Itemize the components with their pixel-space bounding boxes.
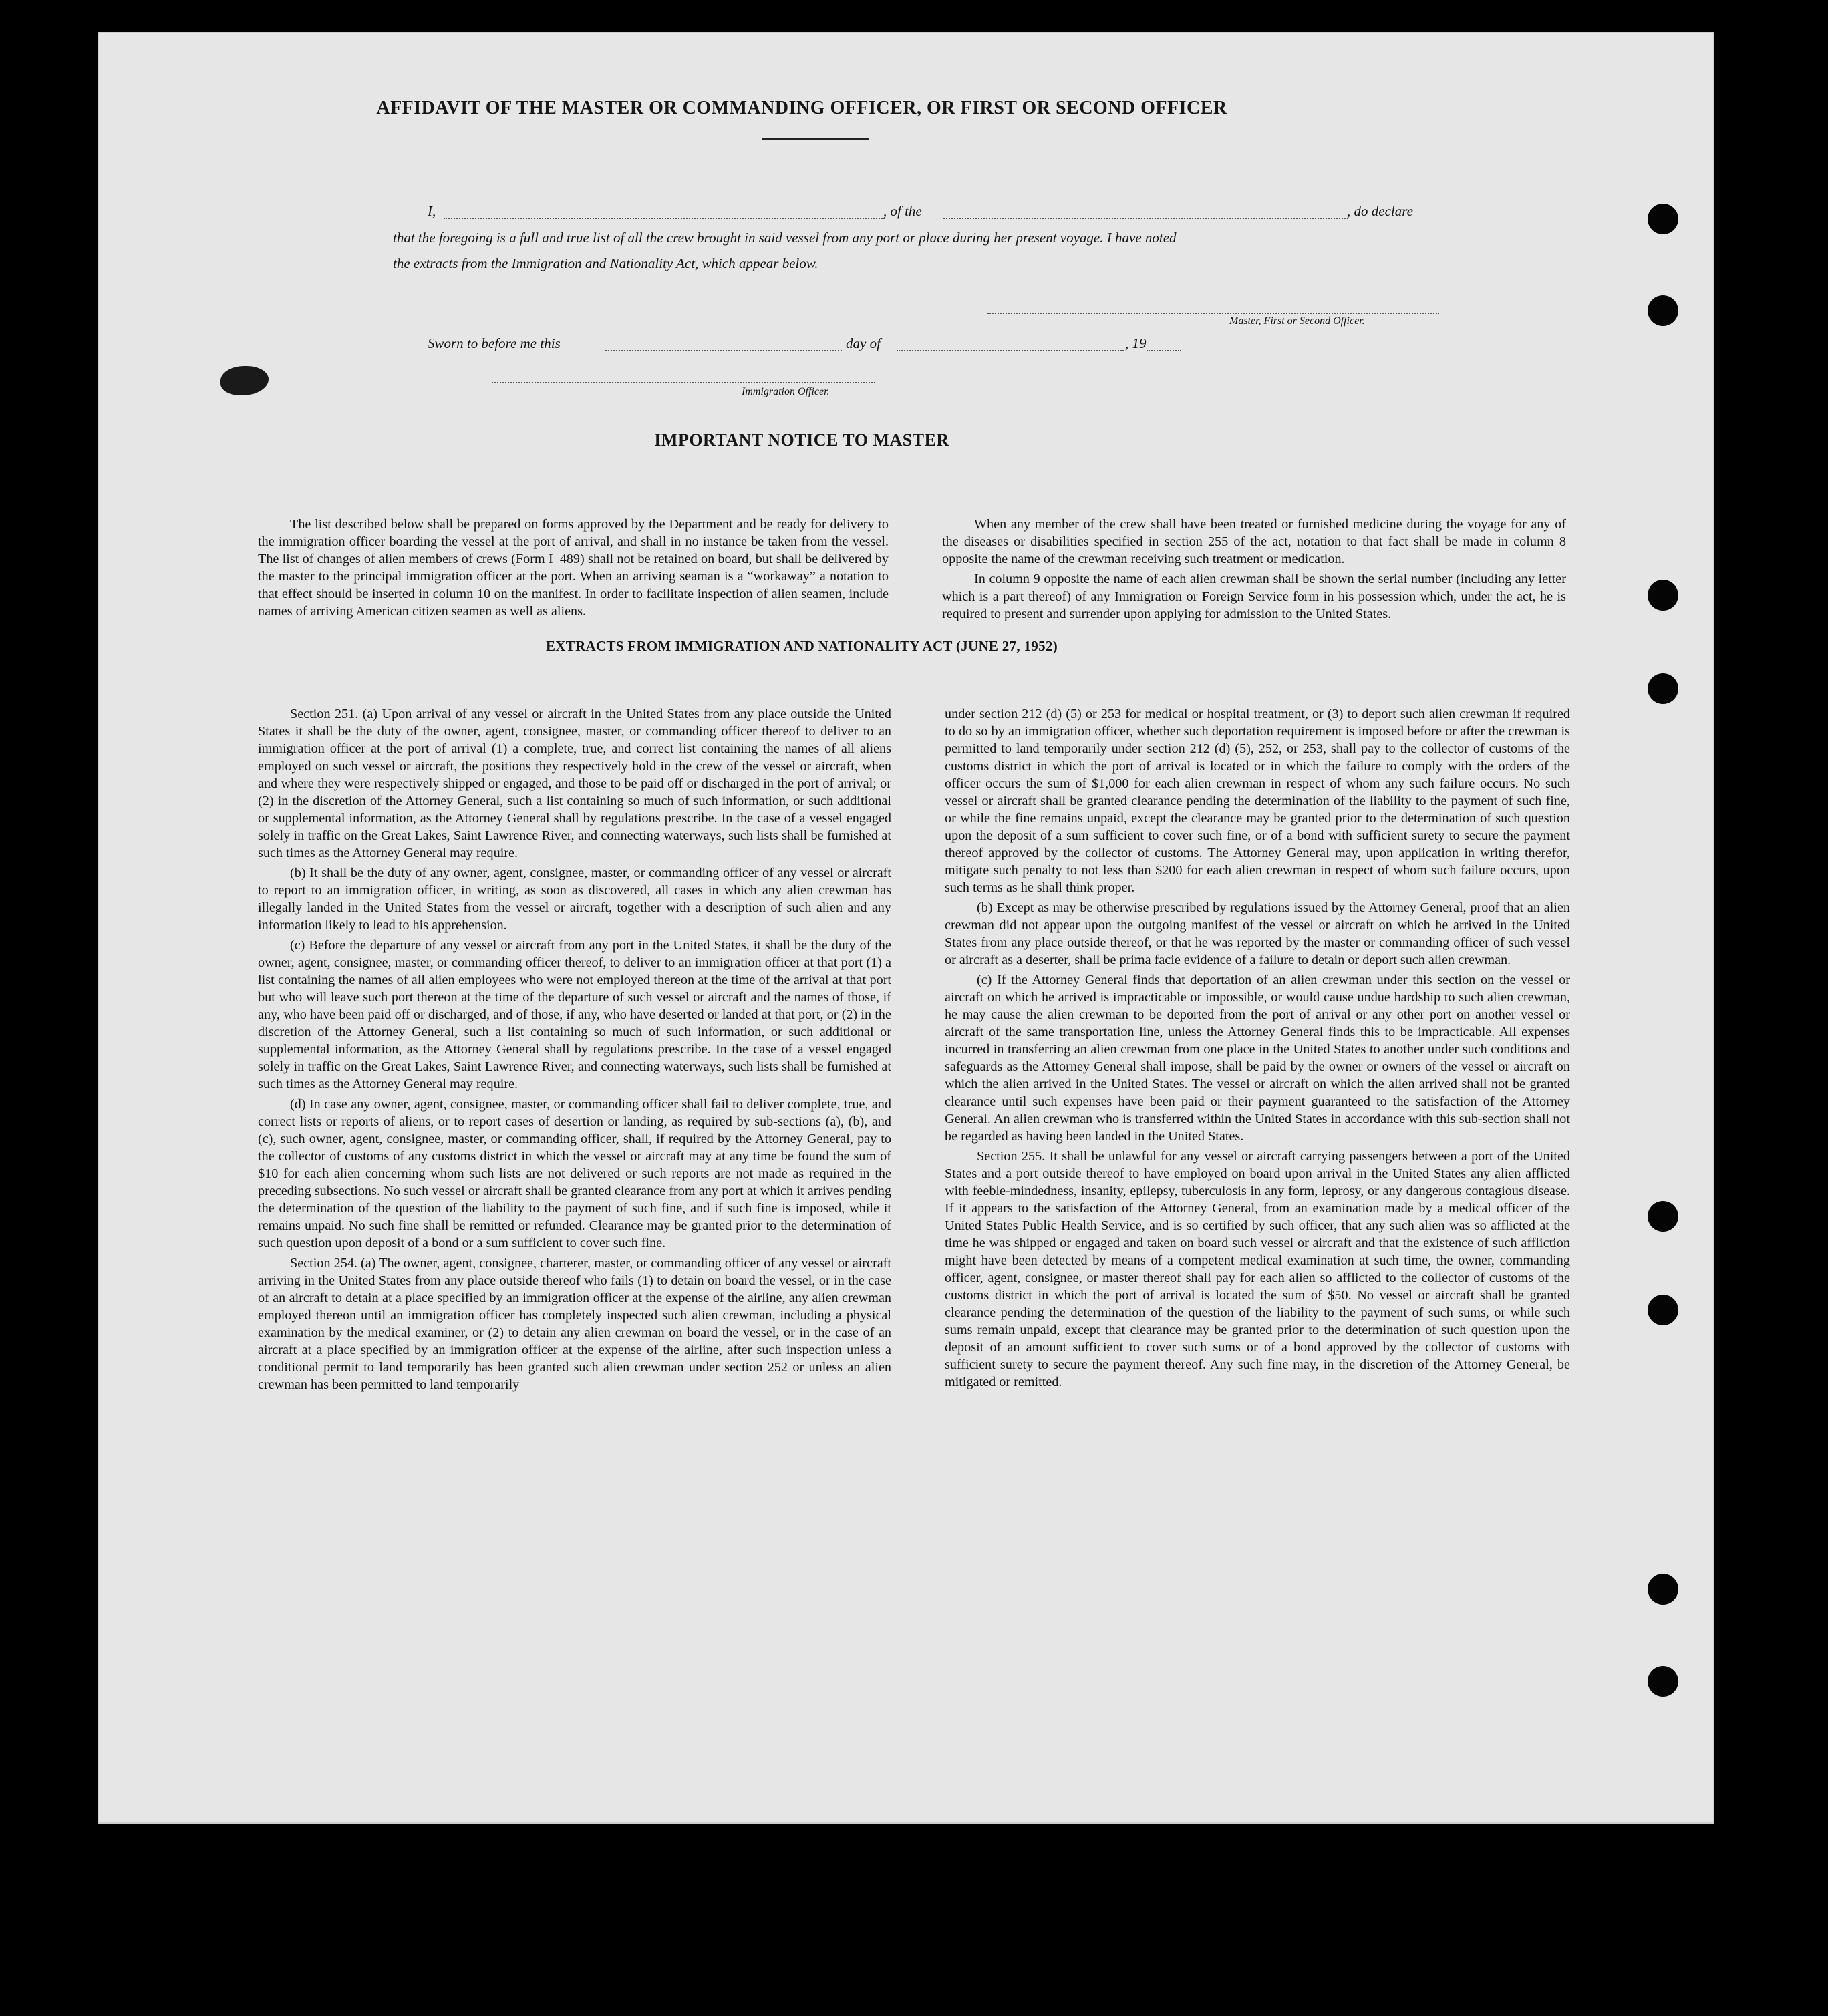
day-of-label: day of xyxy=(846,335,881,351)
bleed-through-text xyxy=(1163,140,1577,421)
sworn-day-field[interactable] xyxy=(605,350,842,351)
master-caption: Master, First or Second Officer. xyxy=(1229,315,1365,327)
declaration-line-1: that the foregoing is a full and true list of all the crew brought in said vessel from any port or place during her present voyage. I have noted xyxy=(393,230,1177,246)
of-the-label: , of the xyxy=(883,203,922,219)
extract-paragraph: (c) If the Attorney General finds that deportation of an alien crewman under this section on the vessel or aircraft on which he arrived is impracticable or impossible, or would cause undue hardship to such alien crewman, he may cause the alien crewman to be deported from the port of arrival or any other port on another vessel or aircraft of the same transportation line, unless the Attorney General finds this to be impracticable. All expenses incurred in transferring an alien crewman from one place in the United States to another under such conditions and safeguards as the Attorney General shall impose, shall be paid by the owner or owners of the vessel or aircraft on which the alien arrived in the United States. The vessel or aircraft on which the alien arrived shall not be granted clearance until such expenses have been paid or their payment guaranteed to the satisfaction of the Attorney General. An alien crewman who is transferred within the United States in accordance with this sub-section shall not be regarded as having been landed in the United States. xyxy=(945,973,1570,1144)
sworn-label: Sworn to before me this xyxy=(428,335,561,351)
master-signature-field[interactable] xyxy=(987,313,1439,314)
extract-paragraph: (b) Except as may be otherwise prescribed by regulations issued by the Attorney General, proof that an alien crewman did not appear upon the outgoing manifest of the vessel or aircraft on which he arrived in the United States from any place outside thereof, or that he was reported by the master or commanding officer of such vessel or aircraft as a deserter, shall be prima facie evidence of a failure to detain or deport such alien crewman. xyxy=(945,900,1570,967)
notice-right-column xyxy=(942,516,1566,625)
extract-paragraph: (c) Before the departure of any vessel or aircraft from any port in the United States, it shall be the duty of the owner, agent, consignee, master, or commanding officer thereof, to deliver to an immigration officer at that port (1) a list containing the names of all alien employees who were not employed thereon at the time of the arrival at that port but who will leave such port thereon at the time of the departure of such vessel or aircraft and the names of those, if any, who have been paid off or discharged, and of those, if any, who have deserted or landed at that port, or (2) in the discretion of the Attorney General, such a list containing so much of such information, or such additional or supplemental information, as the Attorney General shall by regulations prescribe. In the case of a vessel engaged solely in traffic on the Great Lakes, Saint Lawrence River, and connecting waterways, such lists shall be furnished at such times as the Attorney General may require. xyxy=(258,938,891,1091)
extracts-right-column xyxy=(945,705,1570,1393)
extract-paragraph: Section 254. (a) The owner, agent, consignee, charterer, master, or commanding officer of any vessel or aircraft arriving in the United States from any place outside thereof who fails (1) to detain on board the vessel, or in the case of an aircraft to detain at a place specified by an immigration officer at the expense of the airline, any alien crewman employed thereon until an immigration officer has completely inspected such alien crewman, including a physical examination by the medical examiner, or (2) to detain any alien crewman on board the vessel, or in the case of an aircraft at a place specified by an immigration officer at the expense of the airline, after such inspection unless a conditional permit to land temporarily has been granted such alien crewman under section 252 or unless an alien crewman has been permitted to land temporarily xyxy=(258,1256,891,1392)
year-label: , 19 xyxy=(1125,335,1147,351)
declaration-line-2: the extracts from the Immigration and Nationality Act, which appear below. xyxy=(393,255,818,271)
extract-paragraph: under section 212 (d) (5) or 253 for medical or hospital treatment, or (3) to deport such alien crewman if required to do so by an immigration officer, whether such deportation requirement is imposed before or after the crewman is permitted to land temporarily under section 212 (d) (5), 252, or 253, shall pay to the collector of customs of the customs district in which the port of arrival is located or in which the failure to comply with the orders of the officer occurs the sum of $1,000 for each alien crewman in respect of whom any such failure occurs. No such vessel or aircraft shall be granted clearance pending the determination of the liability to the payment of such fine, or while the fine remains unpaid, except the clearance may be granted prior to the determination of such question upon the deposit of a sum sufficient to cover such fine, or of a bond with sufficient surety to secure the payment thereof approved by the collector of customs. The Attorney General may, upon application in writing therefor, mitigate such penalty to not less than $200 for each alien crewman in respect of whom such failure occurs, upon such terms as he shall think proper. xyxy=(945,707,1570,895)
notice-title: IMPORTANT NOTICE TO MASTER xyxy=(654,430,949,450)
title-rule xyxy=(762,138,869,140)
notice-paragraph: When any member of the crew shall have been treated or furnished medicine during the voyage for any of the diseases or disabilities specified in section 255 of the act, notation to that fact shall be made in column 8 opposite the name of the crewman receiving such treatment or medication. xyxy=(942,517,1566,566)
vessel-field[interactable] xyxy=(943,218,1348,219)
sworn-month-field[interactable] xyxy=(897,350,1124,351)
name-field[interactable] xyxy=(444,218,885,219)
punch-hole xyxy=(1648,204,1678,234)
punch-hole xyxy=(1648,1574,1678,1605)
notice-paragraph: In column 9 opposite the name of each alien crewman shall be shown the serial number (including any letter which is a part thereof) of any Immigration or Foreign Service form in his possession which, under the act, he is required to present and surrender upon applying for admission to the United States. xyxy=(942,572,1566,621)
notice-left-column xyxy=(258,516,889,623)
extract-paragraph: (b) It shall be the duty of any owner, agent, consignee, master, or commanding officer of any vessel or aircraft to report to an immigration officer, in writing, as soon as discovered, all cases in which any alien crewman has illegally landed in the United States from the vessel or aircraft, together with a description of such alien and any information likely to lead to his apprehension. xyxy=(258,866,891,933)
punch-hole xyxy=(1648,295,1678,326)
punch-hole xyxy=(1648,1295,1678,1325)
do-declare-label: , do declare xyxy=(1347,203,1413,219)
extract-paragraph: (d) In case any owner, agent, consignee, master, or commanding officer shall fail to deliver complete, true, and correct lists or reports of aliens, or to report cases of desertion or landing, as required by sub-sections (a), (b), and (c), such owner, agent, consignee, master, or commanding officer, shall, if required by the Attorney General, pay to the collector of customs of any customs district in which the vessel or aircraft may at any time be found the sum of $10 for each alien concerning whom such lists are not delivered or such reports are not made as required in the preceding subsections. No such vessel or aircraft shall be granted clearance from any port at which it arrives pending the determination of the question of the liability to the payment of such fine, and if such fine is imposed, while it remains unpaid. No such fine shall be remitted or refunded. Clearance may be granted prior to the determination of such question upon deposit of a bond or a sum sufficient to cover such fine. xyxy=(258,1097,891,1250)
extract-paragraph: Section 251. (a) Upon arrival of any vessel or aircraft in the United States from any place outside the United States it shall be the duty of the owner, agent, consignee, master, or commanding officer thereof to deliver to an immigration officer at the port of arrival (1) a complete, true, and correct list containing the names of all aliens employed on such vessel or aircraft, the positions they respectively hold in the crew of the vessel or aircraft, when and where they were respectively shipped or engaged, and those to be paid off or discharged in the port of arrival; or (2) in the discretion of the Attorney General, such a list containing so much of such information, or such additional or supplemental information, as the Attorney General shall by regulations prescribe. In the case of a vessel engaged solely in traffic on the Great Lakes, Saint Lawrence River, and connecting waterways, such lists shall be furnished at such times as the Attorney General may require. xyxy=(258,707,891,860)
notice-paragraph: The list described below shall be prepared on forms approved by the Department and be ready for delivery to the immigration officer boarding the vessel at the port of arrival, and shall in no instance be taken from the vessel. The list of changes of alien members of crews (Form I–489) shall not be retained on board, but shall be delivered by the master to the principal immigration officer at the port. When an arriving seaman is a “workaway” a notation to that effect should be inserted in column 10 on the manifest. In order to facilitate inspection of alien seamen, include names of arriving American citizen seamen as well as aliens. xyxy=(258,517,889,619)
extract-paragraph: Section 255. It shall be unlawful for any vessel or aircraft carrying passengers between a port of the United States and a port outside thereof to have employed on board upon arrival in the United States any alien afflicted with feeble-mindedness, insanity, epilepsy, tuberculosis in any form, leprosy, or any dangerous contagious disease. If it appears to the satisfaction of the Attorney General, from an examination made by a medical officer of the United States Public Health Service, and is so certified by such officer, that any such alien was so afflicted at the time he was shipped or engaged and taken on board such vessel or aircraft and that the existence of such affliction might have been detected by means of a competent medical examination at such time, the owner, commanding officer, agent, consignee, or master thereof shall pay for each alien so afflicted to the collector of customs of the customs district in which the port of arrival is located the sum of $50. No vessel or aircraft shall be granted clearance pending the determination of the question of the liability to the payment of such sums, or while such sums remain unpaid, except that clearance may be granted prior to the determination of such question upon the deposit of an amount sufficient to cover such sums or of a bond approved by the collector of customs with sufficient surety to secure the payment thereof. Any such fine may, in the discretion of the Attorney General, be mitigated or remitted. xyxy=(945,1149,1570,1389)
i-label: I, xyxy=(428,203,436,219)
sworn-year-field[interactable] xyxy=(1147,350,1181,351)
affidavit-title: AFFIDAVIT OF THE MASTER OR COMMANDING OFFICER, OR FIRST OR SECOND OFFICER xyxy=(376,98,1227,118)
officer-caption: Immigration Officer. xyxy=(742,386,830,397)
punch-hole xyxy=(1648,1201,1678,1232)
punch-hole xyxy=(1648,580,1678,611)
extracts-title: EXTRACTS FROM IMMIGRATION AND NATIONALITY ACT (JUNE 27, 1952) xyxy=(546,638,1058,654)
officer-signature-field[interactable] xyxy=(492,382,875,383)
extracts-left-column xyxy=(258,705,891,1396)
punch-hole xyxy=(1648,1666,1678,1697)
punch-hole xyxy=(1648,673,1678,704)
